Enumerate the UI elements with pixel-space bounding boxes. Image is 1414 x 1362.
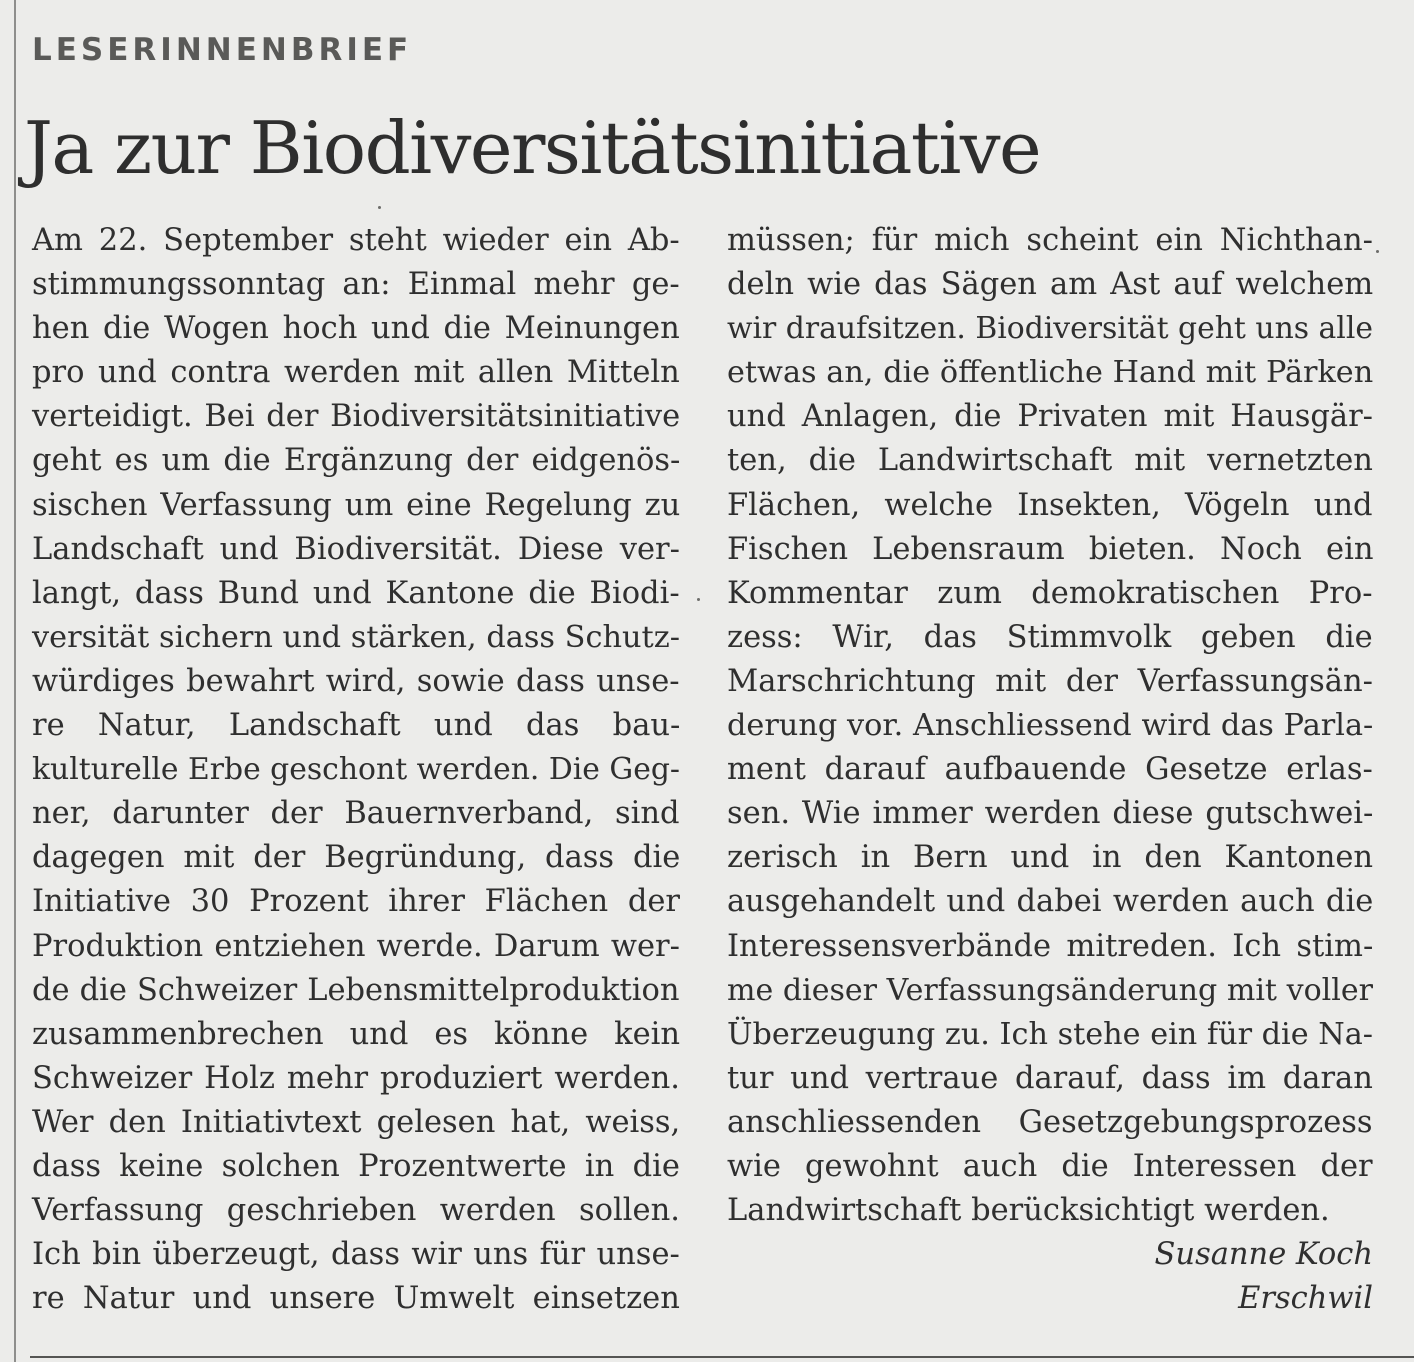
text-line: dagegen mit der Begründung, dass die: [32, 840, 681, 876]
text-line: Am 22. September steht wieder ein Ab-: [32, 223, 680, 258]
text-line: wir draufsitzen. Biodiversität geht uns alle: [727, 311, 1373, 347]
text-line: Landwirtschaft berücksichtigt werden.: [727, 1193, 1330, 1229]
text-line: pro und contra werden mit allen Mitteln: [32, 355, 680, 391]
text-line: Landschaft und Biodiversität. Diese ver-: [32, 531, 680, 567]
paper-speck: [697, 598, 700, 601]
text-line: anschliessenden Gesetzgebungsprozess: [727, 1104, 1373, 1140]
text-line: Verfassung geschrieben werden sollen.: [32, 1193, 680, 1229]
text-line: würdiges bewahrt wird, sowie dass unse-: [32, 663, 680, 699]
text-line: Marschrichtung mit der Verfassungsän-: [727, 663, 1373, 699]
text-line: re Natur, Landschaft und das bau-: [32, 708, 681, 744]
text-line: Initiative 30 Prozent ihrer Flächen der: [32, 884, 680, 920]
text-line: re Natur und unsere Umwelt einsetzen: [32, 1281, 680, 1317]
text-line: dass keine solchen Prozentwerte in die: [32, 1148, 680, 1184]
text-line: Fischen Lebensraum bieten. Noch ein: [727, 531, 1374, 567]
right-column: [727, 219, 1373, 1321]
text-line: zusammenbrechen und es könne kein: [32, 1016, 681, 1052]
text-line: sen. Wie immer werden diese gutschwei-: [727, 796, 1374, 832]
text-line: geht es um die Ergänzung der eidgenös-: [32, 443, 681, 479]
text-line: und Anlagen, die Privaten mit Hausgär-: [727, 399, 1373, 435]
text-line: langt, dass Bund und Kantone die Biodi-: [32, 575, 680, 611]
text-line: ner, darunter der Bauernverband, sind: [32, 796, 680, 832]
headline: Ja zur Biodiversitätsinitiative: [24, 106, 1041, 190]
text-line: derung vor. Anschliessend wird das Parla-: [727, 708, 1374, 744]
text-line: kulturelle Erbe geschont werden. Die Geg-: [32, 752, 680, 788]
text-line: Schweizer Holz mehr produziert werden.: [32, 1060, 680, 1096]
text-line: etwas an, die öffentliche Hand mit Pärken: [727, 355, 1374, 391]
text-line: de die Schweizer Lebensmittelproduktion: [32, 972, 680, 1008]
text-line: stimmungssonntag an: Einmal mehr ge-: [32, 267, 680, 303]
text-line: Kommentar zum demokratischen Pro-: [727, 575, 1373, 611]
text-line: me dieser Verfassungsänderung mit voller: [727, 972, 1373, 1008]
text-line: Wer den Initiativtext gelesen hat, weiss,: [32, 1104, 681, 1140]
rubric-label: LESERINNENBRIEF: [32, 32, 413, 68]
text-line: Ich bin überzeugt, dass wir uns für unse-: [32, 1237, 680, 1273]
author-location: Erschwil: [1238, 1281, 1373, 1317]
left-column: [32, 219, 680, 1321]
text-line: tur und vertraue darauf, dass im daran: [727, 1060, 1373, 1096]
text-line: Produktion entziehen werde. Darum wer-: [32, 928, 680, 964]
text-line: Interessensverbände mitreden. Ich stim-: [727, 928, 1374, 964]
text-line: ment darauf aufbauende Gesetze erlas-: [727, 752, 1373, 788]
author-name: Susanne Koch: [1154, 1237, 1373, 1273]
text-line: ten, die Landwirtschaft mit vernetzten: [727, 443, 1373, 479]
text-line: verteidigt. Bei der Biodiversitätsinitiative: [32, 399, 681, 435]
paper-speck: [1376, 250, 1379, 253]
text-line: hen die Wogen hoch und die Meinungen: [32, 311, 680, 347]
text-line: wie gewohnt auch die Interessen der: [727, 1148, 1373, 1184]
text-line: ausgehandelt und dabei werden auch die: [727, 884, 1374, 920]
text-line: zerisch in Bern und in den Kantonen: [727, 840, 1374, 876]
text-line: müssen; für mich scheint ein Nichthan-: [727, 223, 1373, 258]
clipping-edge: [14, 0, 16, 1362]
text-line: zess: Wir, das Stimmvolk geben die: [727, 619, 1373, 655]
text-line: Überzeugung zu. Ich stehe ein für die Na-: [727, 1016, 1373, 1052]
text-line: Flächen, welche Insekten, Vögeln und: [727, 487, 1373, 523]
text-line: versität sichern und stärken, dass Schutz-: [32, 619, 680, 655]
text-line: deln wie das Sägen am Ast auf welchem: [727, 267, 1374, 303]
bottom-rule: [30, 1356, 1414, 1358]
paper-speck: [378, 206, 381, 209]
text-line: sischen Verfassung um eine Regelung zu: [32, 487, 681, 523]
